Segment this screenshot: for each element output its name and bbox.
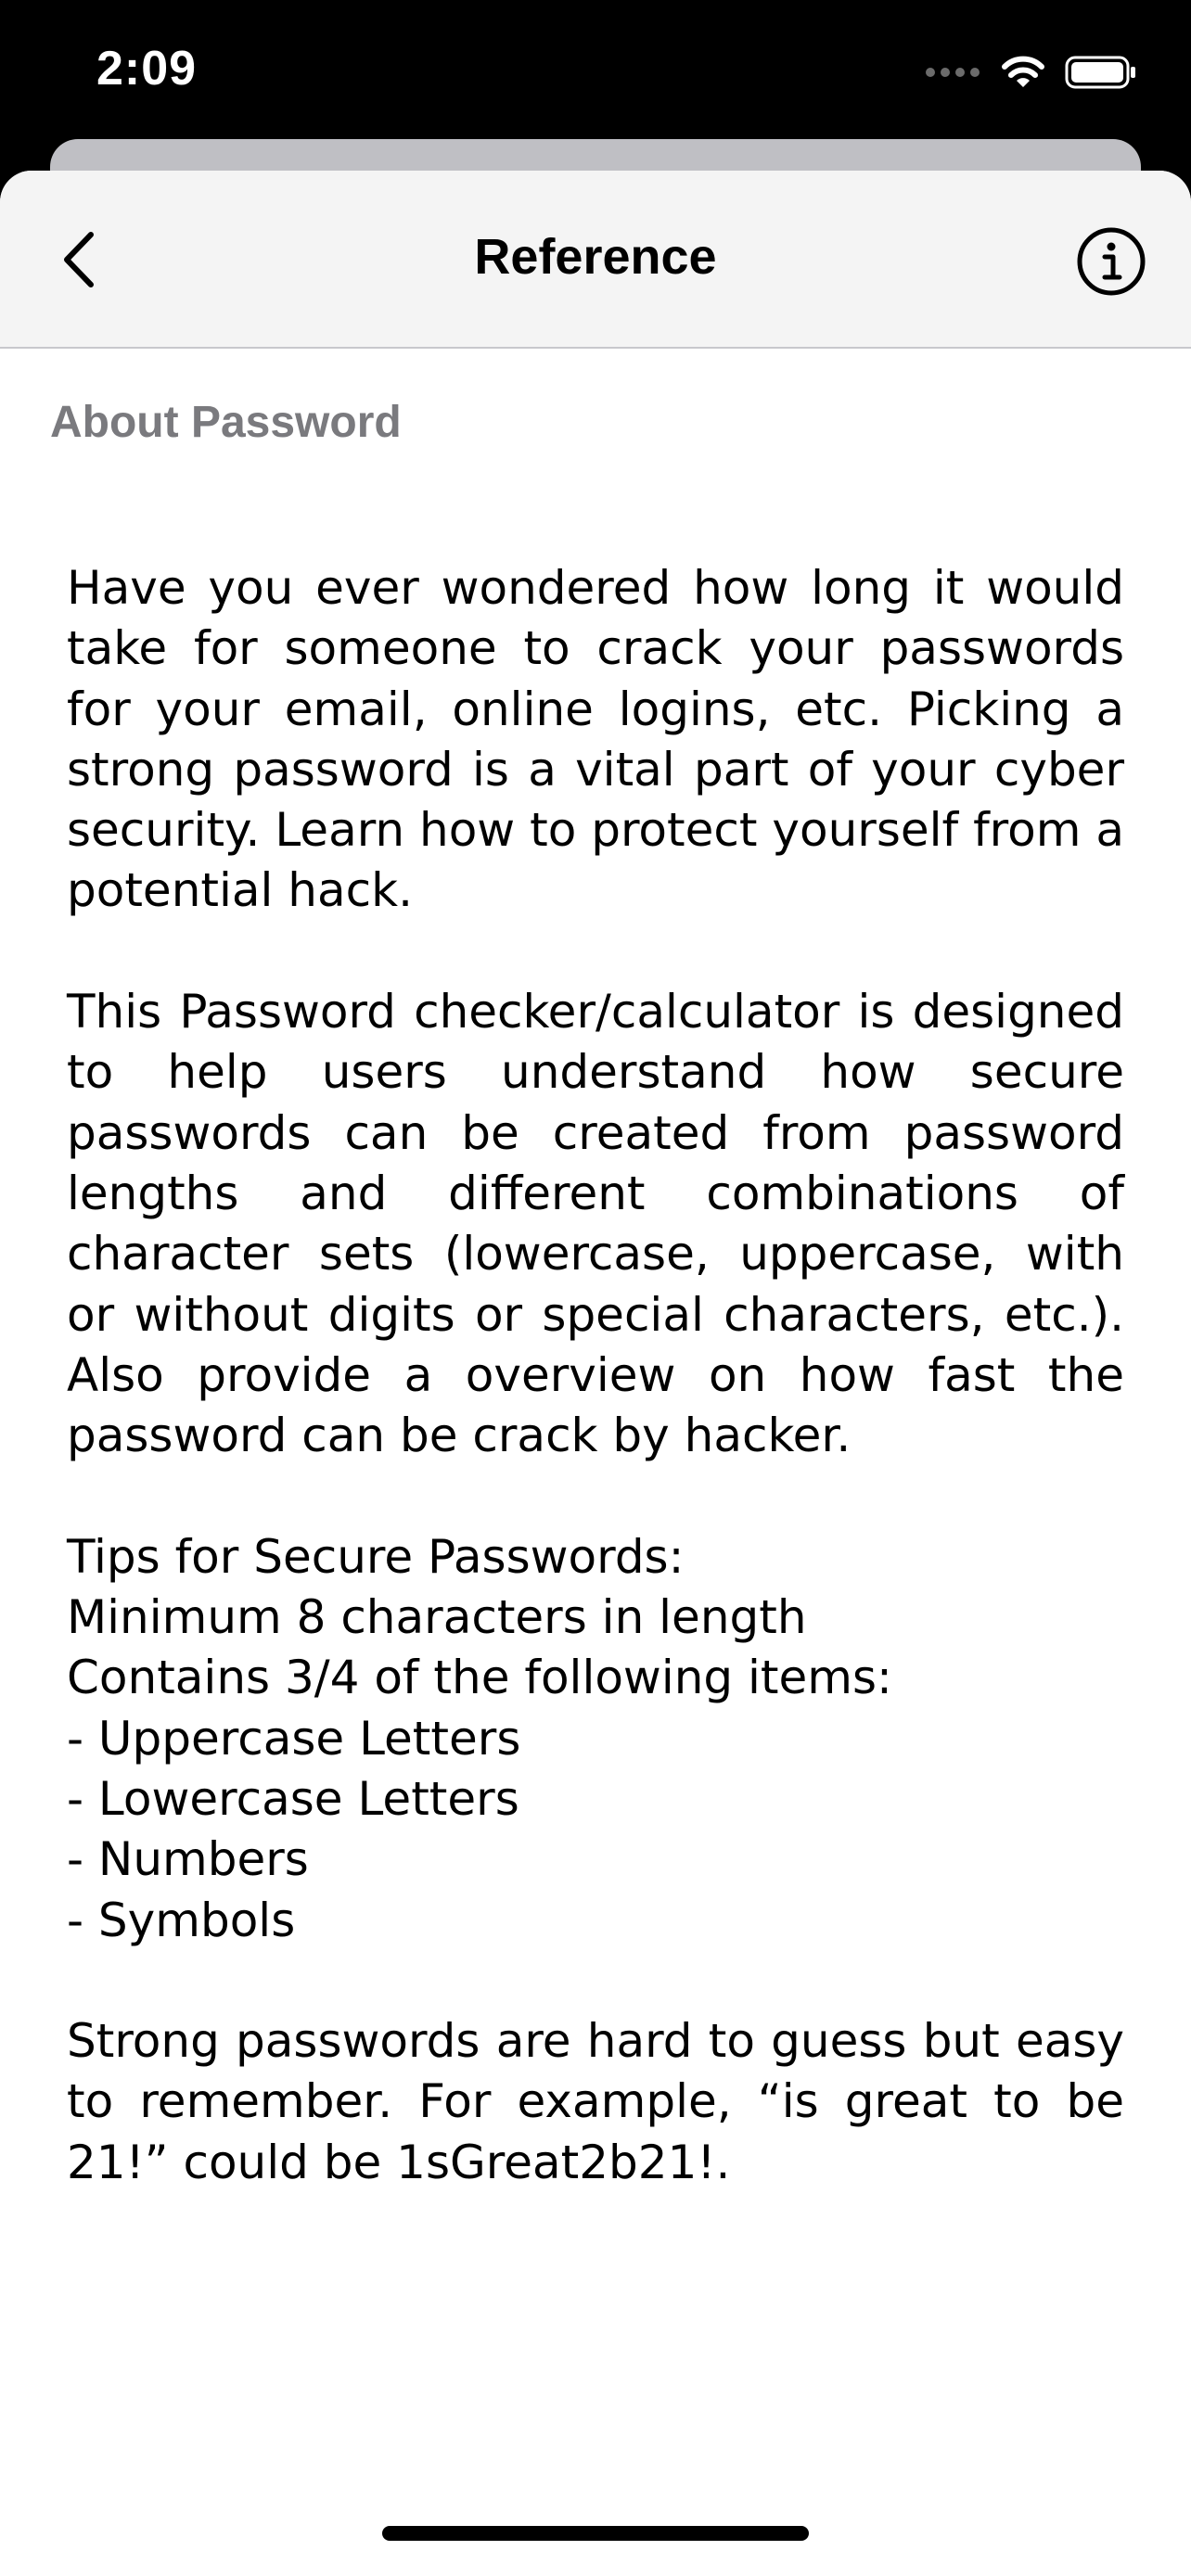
calculator-paragraph: This Password checker/calculator is designed to help users understand how secure passwords can be created from password lengths and different combinations of character sets (lowercase, uppercase, with or without digits or special characters, etc.). Also provide a overview on how fast the password can be crack by hacker. — [67, 985, 1124, 1463]
wifi-icon — [1000, 54, 1046, 91]
tip-item: - Numbers — [67, 1832, 309, 1887]
tip-item: - Lowercase Letters — [67, 1771, 519, 1826]
page-title: Reference — [474, 229, 717, 285]
tip-item: Minimum 8 characters in length — [67, 1590, 807, 1645]
section-header: About Password — [50, 398, 402, 447]
example-paragraph: Strong passwords are hard to guess but easy to remember. For example, “is great to be 21!” could be 1sGreat2b21!. — [67, 2014, 1124, 2189]
status-time: 2:09 — [96, 42, 198, 96]
reference-sheet — [0, 171, 1191, 2576]
cellular-signal-icon — [926, 68, 980, 77]
tip-item: Contains 3/4 of the following items: — [67, 1651, 892, 1705]
tip-item: - Uppercase Letters — [67, 1711, 521, 1766]
battery-icon — [1065, 55, 1137, 90]
tips-list — [67, 1527, 1124, 1951]
tip-item: - Symbols — [67, 1893, 296, 1947]
info-button[interactable] — [1072, 223, 1150, 300]
intro-paragraph: Have you ever wondered how long it would take for someone to crack your passwords for your email, online logins, etc. Picking a strong password is a vital part of your cyber security. Learn how to protect yourself from a potential hack. — [67, 561, 1124, 918]
info-circle-icon — [1076, 226, 1146, 297]
status-icons — [926, 52, 1137, 93]
navigation-bar — [0, 171, 1191, 349]
status-bar — [0, 0, 1191, 139]
about-password-text — [67, 558, 1124, 2193]
tips-heading: Tips for Secure Passwords: — [67, 1529, 685, 1584]
home-indicator — [382, 2526, 809, 2541]
